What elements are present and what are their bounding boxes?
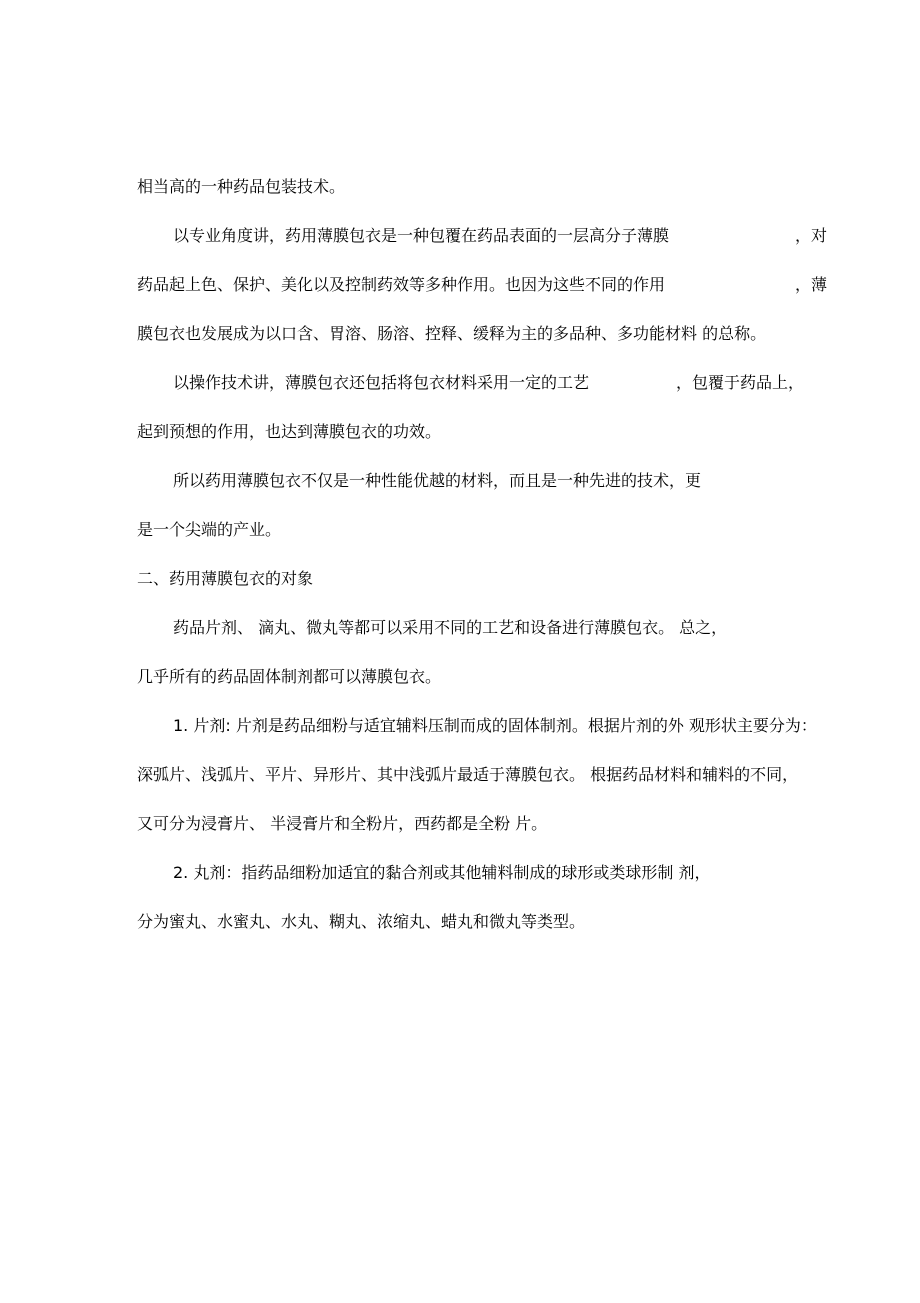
text-line-tail: ，包覆于药品上，: [676, 373, 805, 392]
text-line: 深弧片、浅弧片、平片、异形片、其中浅弧片最适于薄膜包衣。 根据药品材料和辅料的不同，: [137, 765, 799, 784]
text-line: 所以药用薄膜包衣不仅是一种性能优越的材料，而且是一种先进的技术，更: [173, 471, 702, 490]
section-heading: 二、药用薄膜包衣的对象: [137, 569, 314, 588]
text-line: 几乎所有的药品固体制剂都可以薄膜包衣。: [137, 667, 442, 686]
text-line: 相当高的一种药品包装技术。: [137, 177, 346, 196]
text-line: 以操作技术讲，薄膜包衣还包括将包衣材料采用一定的工艺: [173, 373, 590, 392]
text-line: 起到预想的作用，也达到薄膜包衣的功效。: [137, 422, 442, 441]
text-line: 以专业角度讲，药用薄膜包衣是一种包覆在药品表面的一层高分子薄膜: [173, 226, 670, 245]
text-line: 是一个尖端的产业。: [137, 520, 282, 539]
text-line: 1. 片剂: 片剂是药品细粉与适宜辅料压制而成的固体制剂。根据片剂的外 观形状主要分为：: [173, 716, 817, 735]
text-line-tail: ，对: [795, 226, 828, 245]
text-line: 药品起上色、保护、美化以及控制药效等多种作用。也因为这些不同的作用: [137, 275, 666, 294]
text-line: 又可分为浸膏片、 半浸膏片和全粉片，西药都是全粉 片。: [137, 814, 548, 833]
text-line: 分为蜜丸、水蜜丸、水丸、糊丸、浓缩丸、蜡丸和微丸等类型。: [137, 912, 586, 931]
text-line-tail: ，薄: [795, 275, 828, 294]
text-line: 药品片剂、 滴丸、微丸等都可以采用不同的工艺和设备进行薄膜包衣。 总之，: [173, 618, 728, 637]
text-line: 膜包衣也发展成为以口含、胃溶、肠溶、控释、缓释为主的多品种、多功能材料 的总称。: [137, 324, 767, 343]
text-line: 2. 丸剂：指药品细粉加适宜的黏合剂或其他辅料制成的球形或类球形制 剂，: [173, 863, 711, 882]
